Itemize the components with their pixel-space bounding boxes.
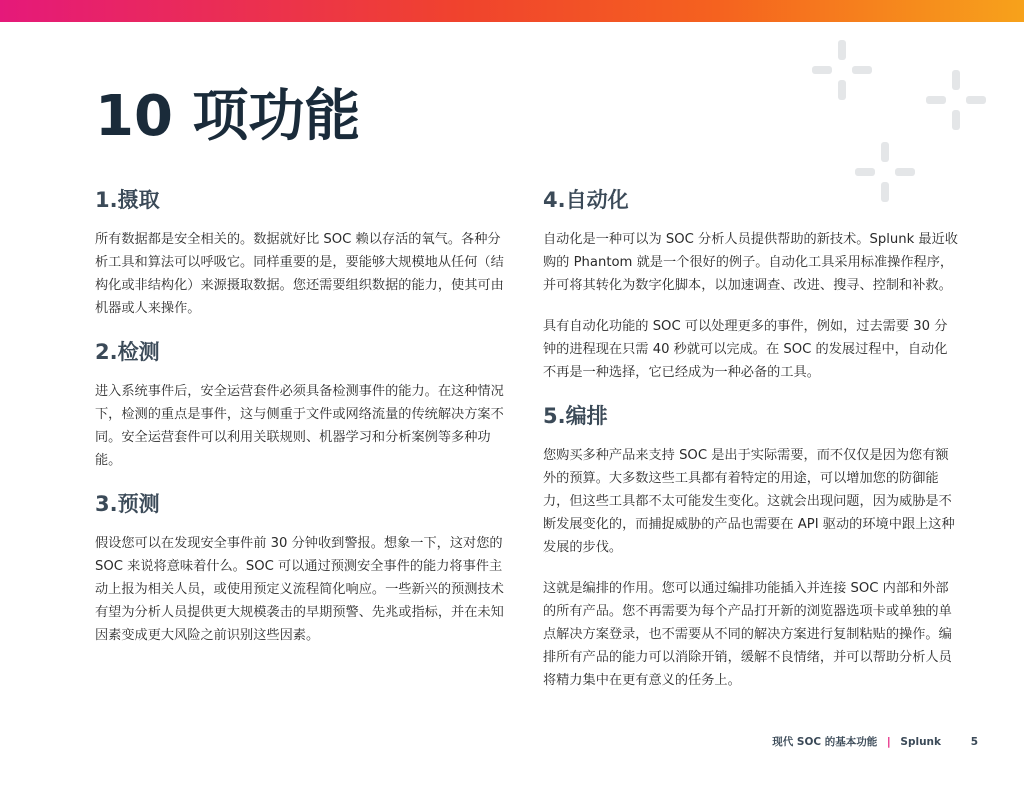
section-detect xyxy=(95,338,510,472)
paragraph: 自动化是一种可以为 SOC 分析人员提供帮助的新技术。Splunk 最近收购的 Phantom 就是一个很好的例子。自动化工具采用标准操作程序，并可将其转化为数字化脚本，以加速调查、改进、搜寻、控制和补救。 xyxy=(543,232,958,293)
paragraph: 这就是编排的作用。您可以通过编排功能插入并连接 SOC 内部和外部的所有产品。您不再需要为每个产品打开新的浏览器选项卡或单独的单点解决方案登录，也不需要从不同的解决方案进行复制粘贴的操作。编排所有产品的能力可以消除开销，缓解不良情绪，并可以帮助分析人员将精力集中在更有意义的任务上。 xyxy=(543,581,952,688)
paragraph: 进入系统事件后，安全运营套件必须具备检测事件的能力。在这种情况下，检测的重点是事件，这与侧重于文件或网络流量的传统解决方案不同。安全运营套件可以利用关联规则、机器学习和分析案例等多种功能。 xyxy=(95,384,504,468)
section-automate xyxy=(543,186,958,384)
page-title: 10 项功能 xyxy=(95,84,361,149)
section-title: 4.自动化 xyxy=(543,188,629,212)
section-orchestrate xyxy=(543,402,958,692)
page-footer xyxy=(772,734,978,749)
paragraph: 您购买多种产品来支持 SOC 是出于实际需要，而不仅仅是因为您有额外的预算。大多数这些工具都有着特定的用途，可以增加您的防御能力，但这些工具都不太可能发生变化。这就会出现问题，因为威胁是不断发展变化的，而捕捉威胁的产品也需要在 API 驱动的环境中跟上这种发展的步伐。 xyxy=(543,448,955,555)
footer-separator: | xyxy=(886,736,891,748)
section-ingest xyxy=(95,186,510,320)
section-title: 3.预测 xyxy=(95,492,160,516)
paragraph: 所有数据都是安全相关的。数据就好比 SOC 赖以存活的氧气。各种分析工具和算法可以呼吸它。同样重要的是，要能够大规模地从任何（结构化或非结构化）来源摄取数据。您还需要组织数据的能力，使其可由机器或人来操作。 xyxy=(95,232,504,316)
plus-cross-icon xyxy=(926,70,986,130)
footer-brand: Splunk xyxy=(900,736,942,748)
top-gradient-bar xyxy=(0,0,1024,22)
plus-cross-icon xyxy=(812,40,872,100)
footer-doc-title: 现代 SOC 的基本功能 xyxy=(772,736,878,748)
left-column xyxy=(95,186,510,665)
paragraph: 具有自动化功能的 SOC 可以处理更多的事件，例如，过去需要 30 分钟的进程现在只需 40 秒就可以完成。在 SOC 的发展过程中，自动化不再是一种选择，它已经成为一种必备的工具。 xyxy=(543,319,948,380)
section-predict xyxy=(95,490,510,647)
page-number: 5 xyxy=(970,736,978,748)
section-title: 5.编排 xyxy=(543,404,608,428)
section-title: 2.检测 xyxy=(95,340,160,364)
paragraph: 假设您可以在发现安全事件前 30 分钟收到警报。想象一下，这对您的 SOC 来说将意味着什么。SOC 可以通过预测安全事件的能力将事件主动上报为相关人员，或使用预定义流程简化响应。一些新兴的预测技术有望为分析人员提供更大规模袭击的早期预警、先兆或指标，并在未知因素变成更大风险之前识别这些因素。 xyxy=(95,536,504,643)
section-title: 1.摄取 xyxy=(95,188,160,212)
right-column xyxy=(543,186,958,710)
